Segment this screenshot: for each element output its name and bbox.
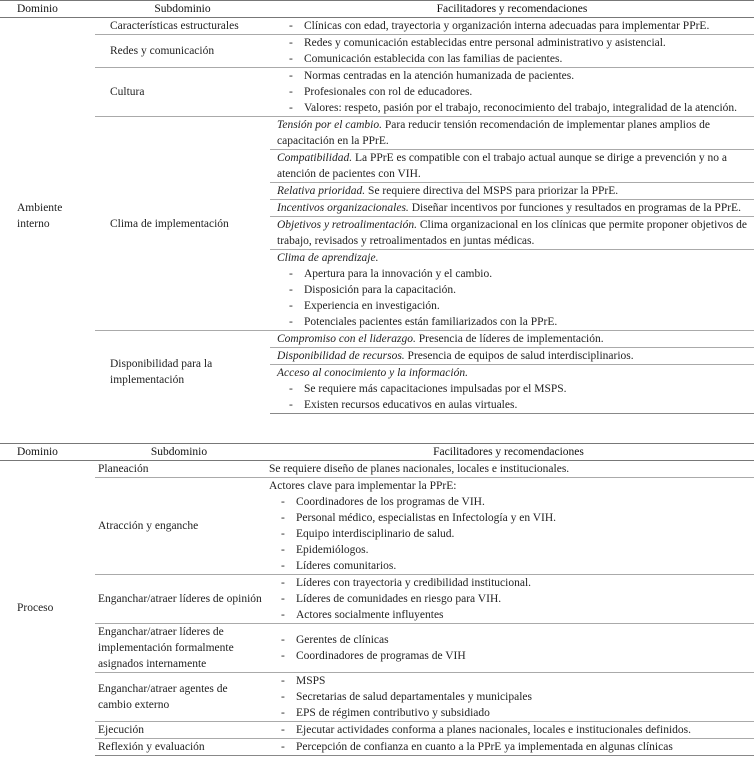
facilitator-lead: Incentivos organizacionales. xyxy=(277,202,409,214)
table-row xyxy=(0,461,754,478)
bullet-text: Disposición para la capacitación. xyxy=(304,284,456,296)
bullet-text: EPS de régimen contributivo y subsidiado xyxy=(296,707,490,719)
bullet-text: MSPS xyxy=(296,675,326,687)
facilitator-text xyxy=(277,183,754,199)
dash-icon: - xyxy=(281,707,285,719)
bullet-text: Existen recursos educativos en aulas virtuales. xyxy=(304,399,518,411)
bullet-text: Equipo interdisciplinario de salud. xyxy=(296,528,455,540)
bullet-item xyxy=(277,298,754,314)
table-row xyxy=(0,624,754,673)
dash-icon: - xyxy=(289,70,293,82)
bullet-item xyxy=(269,739,754,755)
dash-icon: - xyxy=(289,316,293,328)
bullet-item xyxy=(269,510,754,526)
facilitator-cell xyxy=(270,68,754,117)
bullet-text: Clínicas con edad, trayectoria y organización interna adecuadas para implementar PPrE. xyxy=(304,20,710,32)
facilitator-cell xyxy=(263,461,754,478)
facilitator-cell xyxy=(270,150,754,183)
facilitator-text xyxy=(269,478,754,494)
facilitator-lead: Disponibilidad de recursos. xyxy=(277,350,405,362)
bullet-text: Gerentes de clínicas xyxy=(296,634,389,646)
facilitator-lead: Tensión por el cambio. xyxy=(277,119,382,131)
dash-icon: - xyxy=(289,399,293,411)
dash-icon: - xyxy=(289,20,293,32)
facilitator-cell xyxy=(270,365,754,414)
facilitator-cell xyxy=(270,35,754,68)
facilitator-text xyxy=(277,250,754,266)
header-subdominio: Subdominio xyxy=(95,1,270,18)
facilitator-description: Actores clave para implementar la PPrE: xyxy=(269,480,457,492)
table-row xyxy=(0,117,754,150)
table-row xyxy=(0,18,754,35)
bullet-item xyxy=(269,526,754,542)
facilitator-cell xyxy=(270,348,754,365)
facilitator-text xyxy=(277,331,754,347)
dash-icon: - xyxy=(281,650,285,662)
dash-icon: - xyxy=(289,284,293,296)
facilitator-text xyxy=(277,200,754,216)
bullet-item xyxy=(277,84,754,100)
subdomain-cell: Reflexión y evaluación xyxy=(95,739,263,756)
subdomain-cell: Enganchar/atraer líderes de implementación formalmente asignados internamente xyxy=(95,624,263,673)
bullet-text: Secretarias de salud departamentales y municipales xyxy=(296,691,532,703)
facilitator-lead: Clima de aprendizaje. xyxy=(277,252,379,264)
bullet-item xyxy=(277,68,754,84)
facilitator-lead: Compatibilidad. xyxy=(277,152,353,164)
bullet-item xyxy=(277,282,754,298)
table-row xyxy=(0,478,754,575)
header-dominio: Dominio xyxy=(0,1,95,18)
header-facilitadores: Facilitadores y recomendaciones xyxy=(263,444,754,461)
bullet-item xyxy=(277,314,754,330)
domain-cell: Ambiente interno xyxy=(17,201,63,230)
bullet-text: Epidemiólogos. xyxy=(296,544,369,556)
bullet-item xyxy=(269,607,754,623)
subdomain-cell: Enganchar/atraer líderes de opinión xyxy=(95,575,263,624)
bullet-text: Se requiere más capacitaciones impulsadas por el MSPS. xyxy=(304,383,567,395)
facilitator-cell xyxy=(270,183,754,200)
bullet-text: Valores: respeto, pasión por el trabajo, reconocimiento del trabajo, integralidad de la atención. xyxy=(304,102,738,114)
bullet-text: Potenciales pacientes están familiarizados con la PPrE. xyxy=(304,316,558,328)
bullet-text: Profesionales con rol de educadores. xyxy=(304,86,473,98)
bullet-item xyxy=(269,673,754,689)
header-subdominio: Subdominio xyxy=(95,444,263,461)
facilitator-text xyxy=(277,365,754,381)
bullet-item xyxy=(277,18,754,34)
bullet-text: Líderes de comunidades en riesgo para VIH. xyxy=(296,593,502,605)
subdomain-cell: Disponibilidad para la implementación xyxy=(95,331,270,414)
facilitator-description: Para reducir tensión recomendación de implementar planes amplios de capacitación en la PPrE. xyxy=(277,119,710,147)
facilitator-cell xyxy=(270,18,754,35)
table-row xyxy=(0,68,754,117)
dash-icon: - xyxy=(281,609,285,621)
process-table xyxy=(0,443,754,756)
bullet-text: Actores socialmente influyentes xyxy=(296,609,444,621)
facilitator-cell xyxy=(263,739,754,756)
facilitator-cell xyxy=(270,200,754,217)
bullet-item xyxy=(277,35,754,51)
bullet-text: Personal médico, especialistas en Infectología y en VIH. xyxy=(296,512,557,524)
table-row xyxy=(0,722,754,739)
bullet-item xyxy=(277,100,754,116)
bullet-item xyxy=(269,689,754,705)
bullet-text: Coordinadores de los programas de VIH. xyxy=(296,496,485,508)
subdomain-cell: Enganchar/atraer agentes de cambio externo xyxy=(95,673,263,722)
bullet-item xyxy=(269,648,754,664)
facilitator-cell xyxy=(263,673,754,722)
table-row xyxy=(0,35,754,68)
subdomain-cell: Atracción y enganche xyxy=(95,478,263,575)
dash-icon: - xyxy=(281,512,285,524)
facilitator-description: Diseñar incentivos por funciones y resultados en programas de la PPrE. xyxy=(408,202,741,214)
dash-icon: - xyxy=(289,102,293,114)
facilitator-cell xyxy=(263,624,754,673)
bullet-item xyxy=(269,591,754,607)
subdomain-cell: Clima de implementación xyxy=(95,117,270,331)
dash-icon: - xyxy=(281,560,285,572)
facilitator-text xyxy=(277,217,754,249)
facilitator-description: Clima organizacional en los clínicas que permite proponer objetivos de trabajo, revisados y retroalimentados en juntas médicas. xyxy=(277,219,747,247)
bullet-text: Percepción de confianza en cuanto a la PPrE ya implementada en algunas clínicas xyxy=(296,741,673,753)
bullet-text: Líderes con trayectoria y credibilidad institucional. xyxy=(296,577,532,589)
facilitator-text xyxy=(277,348,754,364)
bullet-text: Comunicación establecida con las familias de pacientes. xyxy=(304,53,563,65)
dash-icon: - xyxy=(289,268,293,280)
dash-icon: - xyxy=(281,675,285,687)
facilitator-lead: Acceso al conocimiento y la información. xyxy=(277,367,468,379)
facilitator-cell xyxy=(270,250,754,331)
facilitator-cell xyxy=(270,331,754,348)
subdomain-cell: Planeación xyxy=(98,463,149,475)
bullet-item xyxy=(269,722,754,738)
facilitator-lead: Objetivos y retroalimentación. xyxy=(277,219,417,231)
facilitator-text xyxy=(277,117,754,149)
header-dominio: Dominio xyxy=(0,444,95,461)
subdomain-cell: Cultura xyxy=(95,68,270,117)
bullet-item xyxy=(269,558,754,574)
dash-icon: - xyxy=(289,300,293,312)
facilitator-description: Se requiere directiva del MSPS para priorizar la PPrE. xyxy=(365,185,619,197)
facilitator-description: Se requiere diseño de planes nacionales, locales e institucionales. xyxy=(269,463,570,475)
facilitator-description: Presencia de líderes de implementación. xyxy=(415,333,604,345)
subdomain-cell: Redes y comunicación xyxy=(95,35,270,68)
bullet-text: Experiencia en investigación. xyxy=(304,300,440,312)
header-facilitadores: Facilitadores y recomendaciones xyxy=(270,1,754,18)
facilitator-text xyxy=(277,150,754,182)
dash-icon: - xyxy=(289,86,293,98)
bullet-item xyxy=(269,494,754,510)
facilitator-cell xyxy=(263,722,754,739)
dash-icon: - xyxy=(281,577,285,589)
bullet-item xyxy=(269,632,754,648)
dash-icon: - xyxy=(281,593,285,605)
dash-icon: - xyxy=(281,544,285,556)
dash-icon: - xyxy=(281,691,285,703)
bullet-item xyxy=(277,266,754,282)
dash-icon: - xyxy=(281,496,285,508)
bullet-text: Coordinadores de programas de VIH xyxy=(296,650,466,662)
bullet-text: Redes y comunicación establecidas entre personal administrativo y asistencial. xyxy=(304,37,666,49)
dash-icon: - xyxy=(281,528,285,540)
bullet-item xyxy=(277,397,754,413)
subdomain-cell: Ejecución xyxy=(95,722,263,739)
facilitator-cell xyxy=(270,117,754,150)
subdomain-cell: Características estructurales xyxy=(110,20,239,32)
bullet-item xyxy=(269,542,754,558)
bullet-item xyxy=(269,705,754,721)
dash-icon: - xyxy=(289,37,293,49)
bullet-item xyxy=(269,575,754,591)
dash-icon: - xyxy=(281,634,285,646)
facilitator-cell xyxy=(263,575,754,624)
facilitator-description: La PPrE es compatible con el trabajo actual aunque se dirige a prevención y no a atención de pacientes con VIH. xyxy=(277,152,727,180)
facilitator-lead: Compromiso con el liderazgo. xyxy=(277,333,416,345)
bullet-text: Líderes comunitarios. xyxy=(296,560,397,572)
table-row xyxy=(0,331,754,348)
bullet-text: Apertura para la innovación y el cambio. xyxy=(304,268,493,280)
dash-icon: - xyxy=(289,53,293,65)
table-row xyxy=(0,739,754,756)
table-row xyxy=(0,673,754,722)
facilitator-cell xyxy=(263,478,754,575)
bullet-item xyxy=(277,51,754,67)
facilitator-text xyxy=(269,461,754,477)
dash-icon: - xyxy=(281,724,285,736)
facilitator-lead: Relativa prioridad. xyxy=(277,185,366,197)
bullet-item xyxy=(277,381,754,397)
bullet-text: Ejecutar actividades conforma a planes nacionales, locales e institucionales definidos. xyxy=(296,724,692,736)
facilitator-description: Presencia de equipos de salud interdisciplinarios. xyxy=(404,350,634,362)
bullet-text: Normas centradas en la atención humanizada de pacientes. xyxy=(304,70,575,82)
facilitator-cell xyxy=(270,217,754,250)
domain-cell: Proceso xyxy=(17,602,54,615)
dash-icon: - xyxy=(281,741,285,753)
table-row xyxy=(0,575,754,624)
dash-icon: - xyxy=(289,383,293,395)
